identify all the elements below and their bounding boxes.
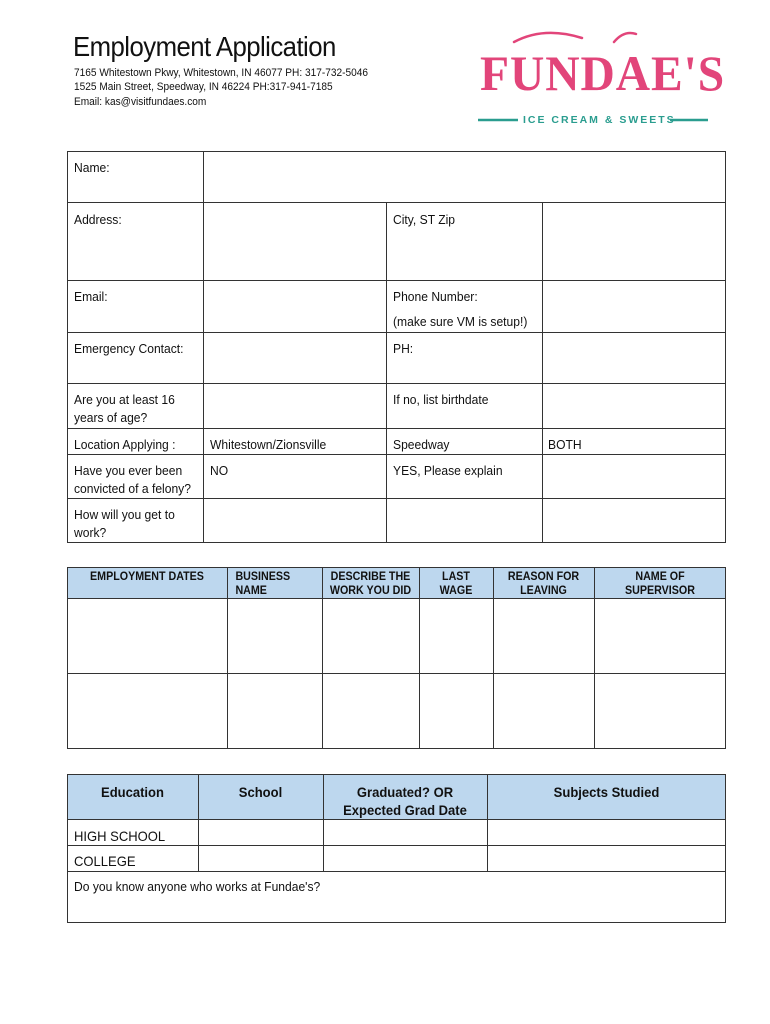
header-describe-work: DESCRIBE THE WORK YOU DID xyxy=(329,571,412,597)
address-label: Address: xyxy=(74,212,122,227)
age-answer-field[interactable] xyxy=(204,384,386,428)
location-option-both[interactable]: BOTH xyxy=(548,437,582,452)
emergency-contact-label: Emergency Contact: xyxy=(74,341,184,356)
referral-question: Do you know anyone who works at Fundae's? xyxy=(74,879,321,894)
header-employment-dates: EMPLOYMENT DATES xyxy=(90,571,204,583)
high-school-row-fields[interactable] xyxy=(199,820,726,845)
email-label: Email: xyxy=(74,289,108,304)
referral-answer-field[interactable] xyxy=(68,896,726,922)
address-line-speedway: 1525 Main Street, Speedway, IN 46224 PH:317-941-7185 xyxy=(74,81,333,93)
transport-answer-field[interactable] xyxy=(204,499,725,542)
phone-number-label: Phone Number: xyxy=(393,289,478,304)
felony-question-line2: convicted of a felony? xyxy=(74,481,191,496)
header-education: Education xyxy=(101,784,164,800)
page-title: Employment Application xyxy=(73,31,336,62)
felony-option-yes[interactable]: YES, Please explain xyxy=(393,463,503,478)
header-business-name: BUSINESS NAME xyxy=(235,571,291,597)
city-state-zip-label: City, ST Zip xyxy=(393,212,456,227)
email-field[interactable] xyxy=(204,281,386,332)
address-line-whitestown: 7165 Whitestown Pkwy, Whitestown, IN 46077 PH: 317-732-5046 xyxy=(74,67,369,79)
age-question-line1: Are you at least 16 xyxy=(74,392,175,407)
employment-row[interactable] xyxy=(68,674,726,748)
city-state-zip-field[interactable] xyxy=(543,203,725,280)
location-option-whitestown[interactable]: Whitestown/Zionsville xyxy=(210,437,327,452)
emergency-phone-field[interactable] xyxy=(543,333,725,383)
college-row-fields[interactable] xyxy=(199,846,726,871)
header-school: School xyxy=(238,784,283,800)
logo-wordmark: FUNDAE'S xyxy=(480,45,726,101)
emergency-contact-field[interactable] xyxy=(204,333,386,383)
row-label-college: COLLEGE xyxy=(74,853,136,869)
phone-number-field[interactable] xyxy=(543,281,725,332)
address-field[interactable] xyxy=(204,203,386,280)
felony-question-line1: Have you ever been xyxy=(74,463,183,478)
fundaes-logo xyxy=(474,24,726,130)
name-field[interactable] xyxy=(204,152,725,202)
emergency-phone-label: PH: xyxy=(393,341,414,356)
header-graduated: Graduated? OR Expected Grad Date xyxy=(343,784,467,818)
location-option-speedway[interactable]: Speedway xyxy=(393,437,450,452)
header-last-wage: LAST WAGE xyxy=(439,571,473,597)
header-supervisor: NAME OF SUPERVISOR xyxy=(625,571,695,597)
header-reason-leaving: REASON FOR LEAVING xyxy=(507,571,580,597)
name-label: Name: xyxy=(74,160,110,175)
location-applying-label: Location Applying : xyxy=(74,437,176,452)
header-subjects-studied: Subjects Studied xyxy=(553,784,660,800)
transport-question-line1: How will you get to xyxy=(74,507,175,522)
felony-option-no[interactable]: NO xyxy=(210,463,229,478)
phone-voicemail-note: (make sure VM is setup!) xyxy=(393,314,528,329)
felony-explain-field[interactable] xyxy=(543,455,725,498)
contact-email: Email: kas@visitfundaes.com xyxy=(74,96,207,108)
birthdate-field[interactable] xyxy=(543,384,725,428)
age-question-line2: years of age? xyxy=(74,410,148,425)
row-label-high-school: HIGH SCHOOL xyxy=(74,828,166,844)
birthdate-label: If no, list birthdate xyxy=(393,392,489,407)
logo-tagline: ICE CREAM & SWEETS xyxy=(523,114,676,126)
employment-row[interactable] xyxy=(68,599,726,673)
transport-question-line2: work? xyxy=(74,525,107,540)
